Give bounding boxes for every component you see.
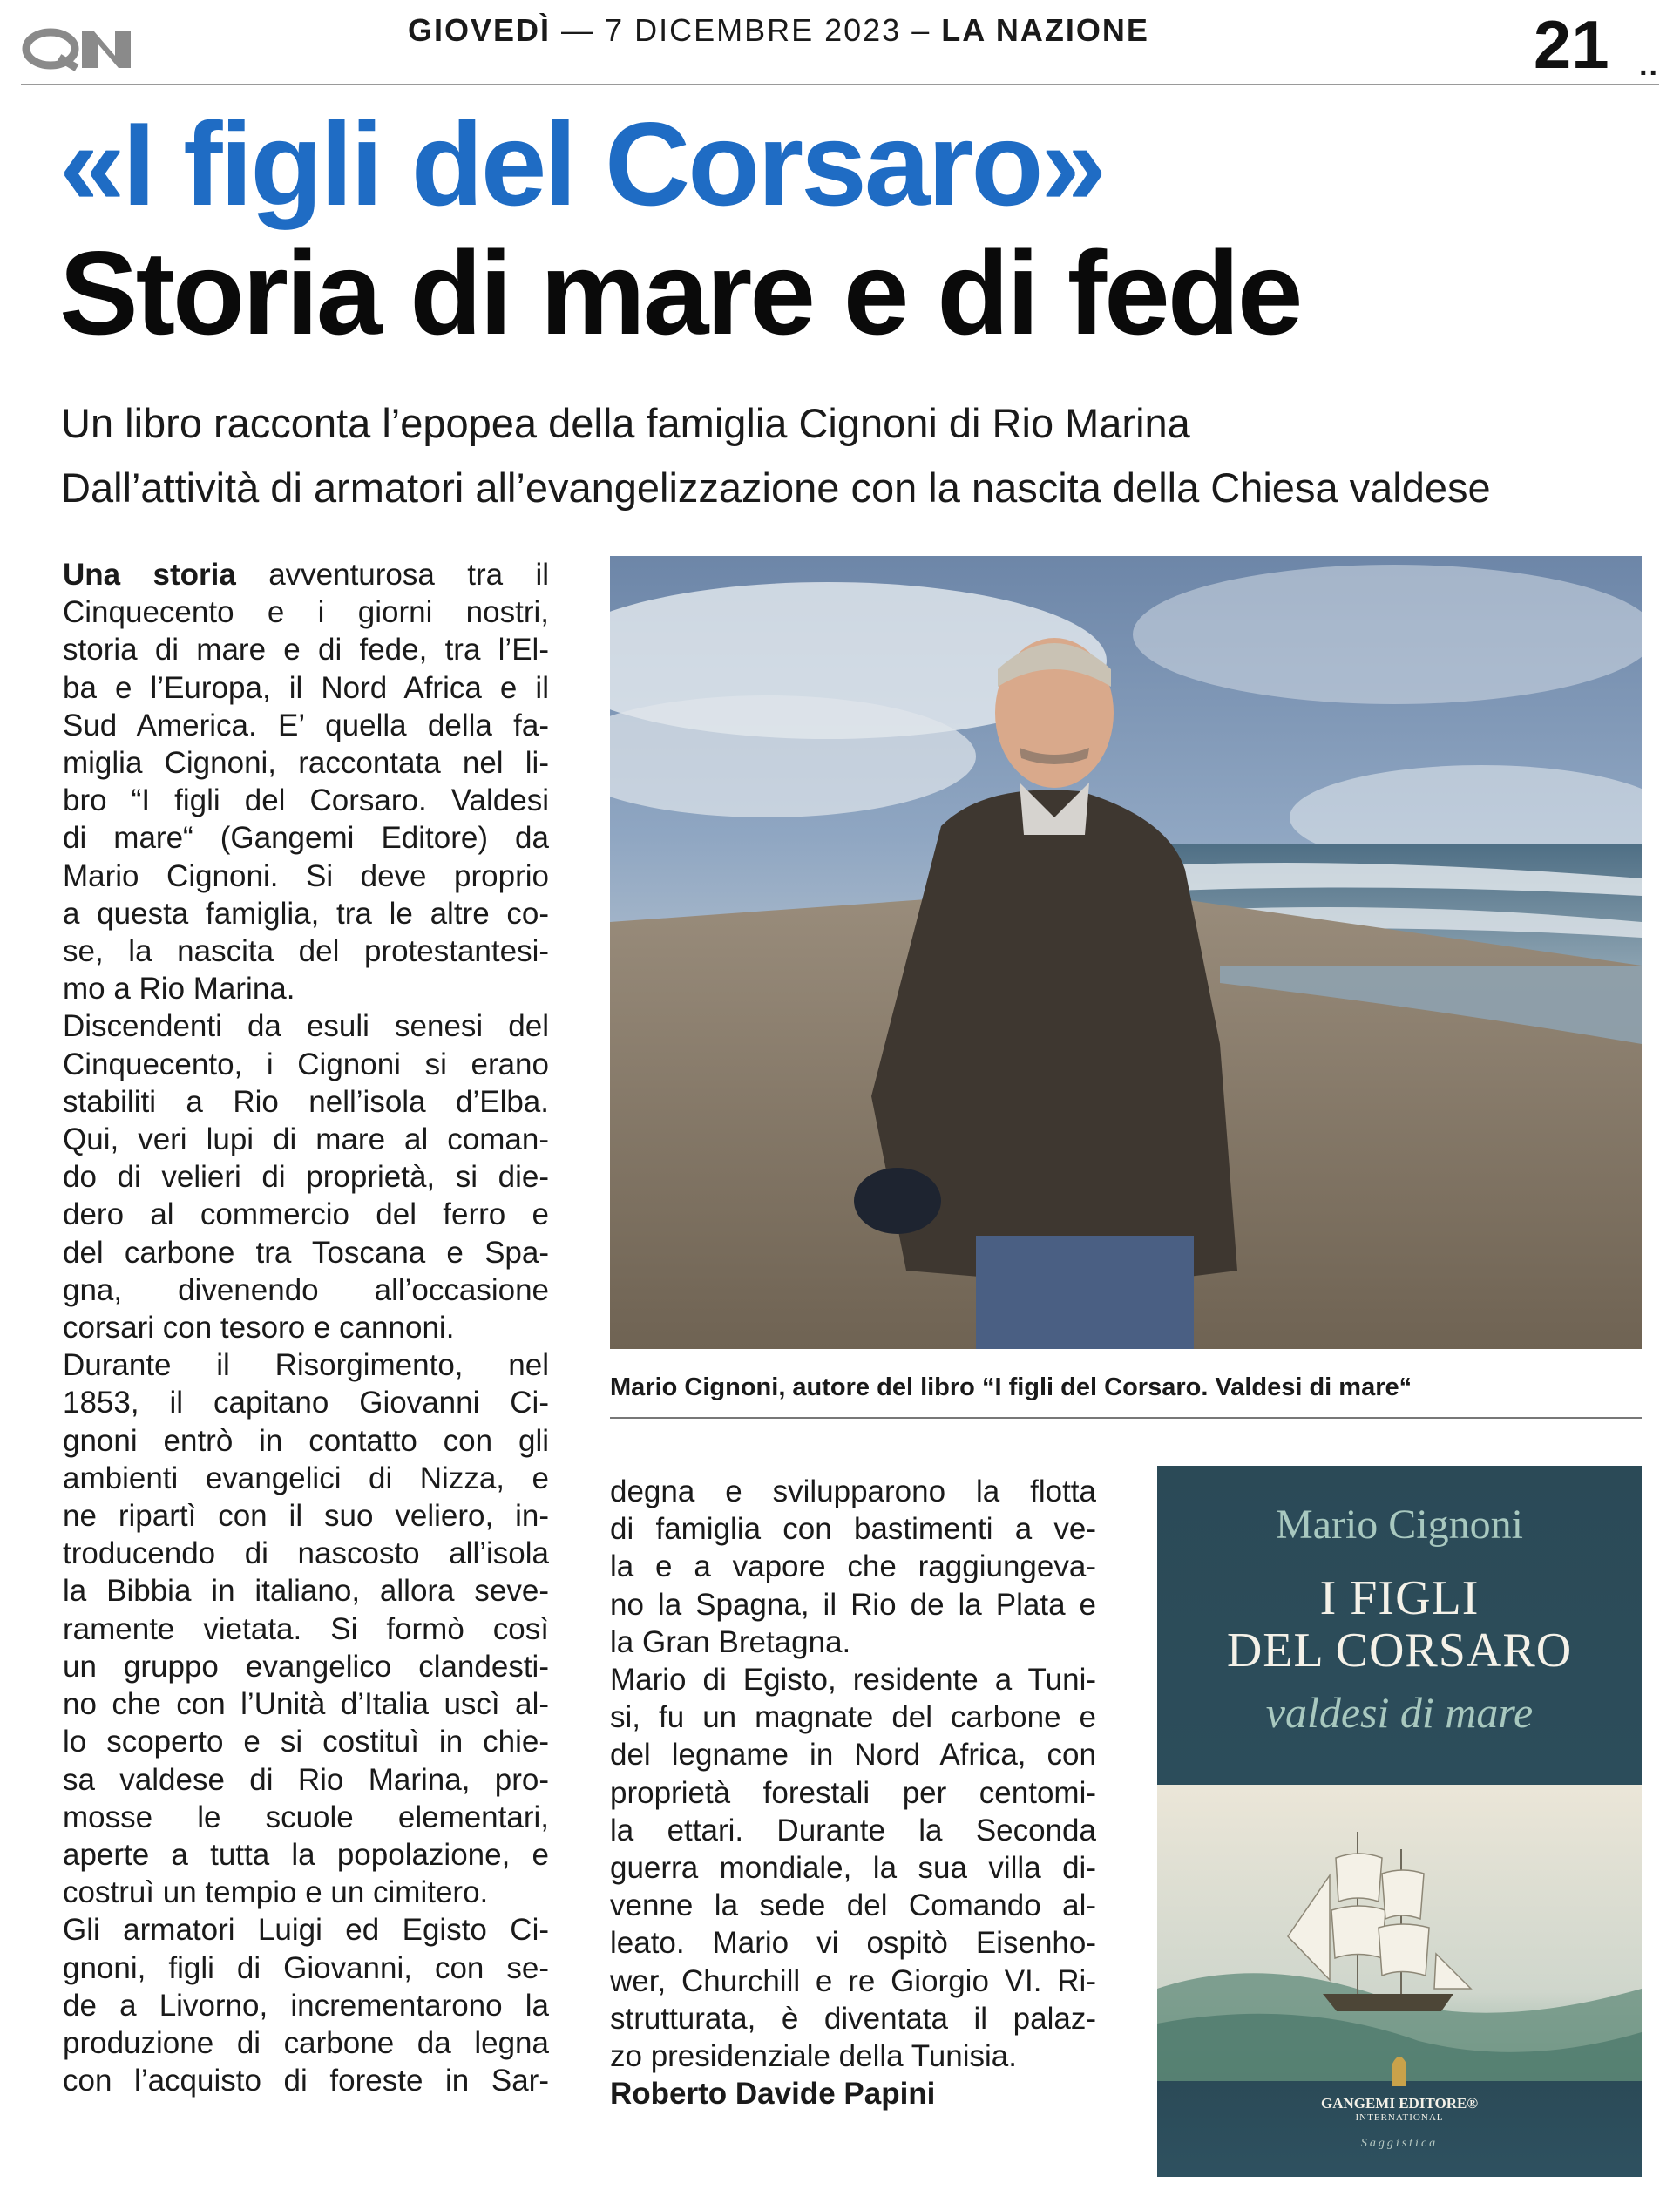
text-line: ne ripartì con il suo veliero, in-: [63, 1499, 549, 1534]
caption-rule: [610, 1417, 1642, 1419]
cover-publisher: GANGEMI EDITORE®: [1320, 2095, 1479, 2112]
text-line: [63, 556, 549, 593]
cover-title-line-2: DEL CORSARO: [1226, 1624, 1573, 1678]
text-line: troducendo di nascosto all’isola: [63, 1536, 549, 1571]
text-line: la Gran Bretagna.: [610, 1624, 851, 1659]
cover-author: Mario Cignoni: [1276, 1502, 1523, 1548]
text-line: lo scoperto e si costituì in chie-: [63, 1725, 549, 1759]
text-line: la ettari. Durante la Seconda: [610, 1813, 1096, 1847]
lead-tail: avventurosa tra il: [268, 558, 549, 592]
text-line: un gruppo evangelico clandesti-: [63, 1649, 549, 1684]
cover-subtitle: valdesi di mare: [1265, 1688, 1534, 1737]
header-rule: [21, 84, 1659, 85]
text-line: de a Livorno, incrementarono la: [63, 1988, 549, 2023]
text-line: costruì un tempio e un cimitero.: [63, 1875, 489, 1910]
page-dots: ..: [1639, 49, 1659, 82]
text-line: zo presidenziale della Tunisia.: [610, 2039, 1017, 2074]
text-line: mo a Rio Marina.: [63, 972, 295, 1007]
text-line: 1853, il capitano Giovanni Ci-: [63, 1386, 549, 1420]
text-line: stabiliti a Rio nell’isola d’Elba.: [63, 1084, 549, 1119]
text-line: a questa famiglia, tra le altre co-: [63, 896, 549, 931]
dateline-day: GIOVEDÌ: [408, 12, 552, 48]
text-line: Discendenti da esuli senesi del: [63, 1009, 549, 1044]
article-headline: Storia di mare e di fede: [59, 227, 1301, 359]
column-2-lines: [610, 1473, 1096, 2075]
text-line: Durante il Risorgimento, nel: [63, 1348, 549, 1383]
article-column-2: [610, 1473, 1096, 2112]
text-line: gnoni, figli di Giovanni, con se-: [63, 1950, 549, 1985]
article-subhead-1: Un libro racconta l’epopea della famiglia Cignoni di Rio Marina: [61, 400, 1190, 446]
text-line: leato. Mario vi ospitò Eisenho-: [610, 1926, 1096, 1961]
text-line: sa valdese di Rio Marina, pro-: [63, 1762, 549, 1797]
text-line: venne la sede del Comando al-: [610, 1888, 1096, 1923]
dateline-dash-2: –: [911, 12, 931, 48]
text-line: produzione di carbone da legna: [63, 2025, 549, 2060]
text-line: Sud America. E’ quella della fa-: [63, 708, 549, 742]
author-photo: [610, 556, 1642, 1349]
text-line: Cinquecento, i Cignoni si erano: [63, 1047, 549, 1081]
cover-series: Saggistica: [1360, 2137, 1439, 2150]
text-line: mosse le scuole elementari,: [63, 1800, 549, 1834]
text-line: si, fu un magnate del carbone e: [610, 1700, 1096, 1735]
dateline: [408, 12, 1149, 49]
text-line: di mare“ (Gangemi Editore) da: [63, 821, 549, 856]
article-column-1: [63, 556, 549, 2099]
column-1-lines: [63, 593, 549, 2099]
text-line: proprietà forestali per centomi-: [610, 1775, 1096, 1810]
page-number: [1534, 5, 1647, 85]
masthead: [21, 0, 1659, 84]
qn-logo: [21, 26, 136, 71]
text-line: del legname in Nord Africa, con: [610, 1738, 1096, 1773]
article-subhead-2: Dall’attività di armatori all’evangelizzazione con la nascita della Chiesa valdese: [61, 464, 1491, 511]
text-line: wer, Churchill e re Giorgio VI. Ri-: [610, 1963, 1096, 1998]
cover-publisher-sub: INTERNATIONAL: [1355, 2112, 1444, 2123]
cover-title-line-1: I FIGLI: [1319, 1571, 1480, 1625]
text-line: degna e svilupparono la flotta: [610, 1474, 1096, 1508]
text-line: Qui, veri lupi di mare al coman-: [63, 1122, 549, 1157]
text-line: di famiglia con bastimenti a ve-: [610, 1512, 1096, 1547]
text-line: no che con l’Unità d’Italia uscì al-: [63, 1687, 549, 1722]
page-number-value: 21: [1533, 6, 1609, 83]
text-line: bro “I figli del Corsaro. Valdesi: [63, 783, 549, 818]
text-line: Mario di Egisto, residente a Tuni-: [610, 1663, 1096, 1698]
text-line: do di velieri di proprietà, si die-: [63, 1160, 549, 1195]
text-line: ba e l’Europa, il Nord Africa e il: [63, 670, 549, 705]
text-line: Cinquecento e i giorni nostri,: [63, 595, 549, 630]
text-line: guerra mondiale, la sua villa di-: [610, 1851, 1096, 1886]
dateline-dash-1: —: [561, 12, 595, 48]
text-line: del carbone tra Toscana e Spa-: [63, 1235, 549, 1270]
byline: [610, 2075, 1096, 2112]
text-line: gna, divenendo all’occasione: [63, 1272, 549, 1307]
article-kicker: «I figli del Corsaro»: [59, 98, 1105, 230]
text-line: strutturata, è diventata il palaz-: [610, 2001, 1096, 2036]
text-line: miglia Cignoni, raccontata nel li-: [63, 746, 549, 781]
text-line: storia di mare e di fede, tra l’El-: [63, 633, 549, 668]
text-line: corsari con tesoro e cannoni.: [63, 1311, 455, 1346]
text-line: la Bibbia in italiano, allora seve-: [63, 1574, 549, 1609]
dateline-date: 7 DICEMBRE 2023: [605, 12, 902, 48]
photo-caption: Mario Cignoni, autore del libro “I figli del Corsaro. Valdesi di mare“: [610, 1373, 1412, 1401]
byline-name: Roberto Davide Papini: [610, 2077, 936, 2112]
text-line: no la Spagna, il Rio de la Plata e: [610, 1587, 1096, 1622]
text-line: ramente vietata. Si formò così: [63, 1611, 549, 1646]
text-line: ambienti evangelici di Nizza, e: [63, 1461, 549, 1495]
text-line: aperte a tutta la popolazione, e: [63, 1837, 549, 1872]
book-cover: [1157, 1466, 1642, 2177]
text-line: Mario Cignoni. Si deve proprio: [63, 858, 549, 893]
text-line: la e a vapore che raggiungeva-: [610, 1549, 1096, 1584]
text-line: con l’acquisto di foreste in Sar-: [63, 2064, 549, 2098]
dateline-paper: LA NAZIONE: [941, 12, 1149, 48]
text-line: Gli armatori Luigi ed Egisto Ci-: [63, 1913, 549, 1948]
lead-bold: Una storia: [63, 558, 236, 592]
text-line: gnoni entrò in contatto con gli: [63, 1423, 549, 1458]
text-line: se, la nascita del protestantesi-: [63, 934, 549, 969]
text-line: dero al commercio del ferro e: [63, 1197, 549, 1232]
